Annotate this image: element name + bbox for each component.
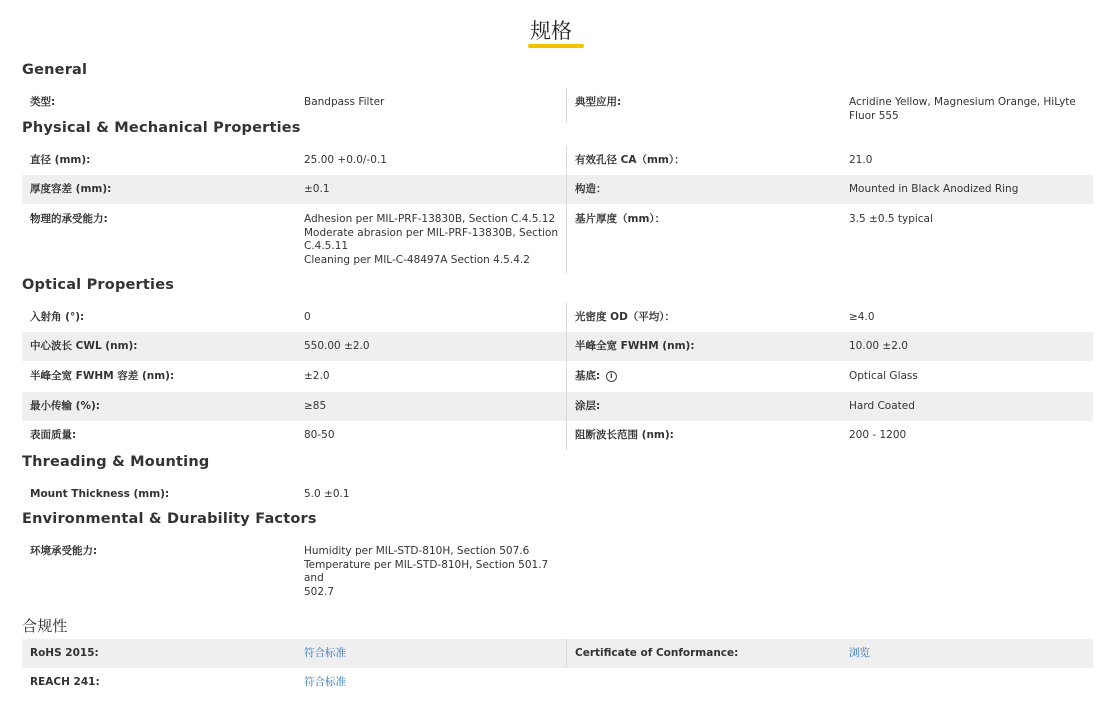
spec-value: 21.0 [849,154,873,166]
spec-label: 光密度 OD（平均）： [567,303,842,332]
spec-label: 基底: [575,370,601,382]
section-heading-compliance: 合规性 [22,617,68,635]
spec-value-line: Adhesion per MIL-PRF-13830B, Section C.4.5.12 [304,213,556,225]
spec-label: 构造： [567,175,842,204]
spec-value-line: Moderate abrasion per MIL-PRF-13830B, Section [304,226,559,239]
spec-value: Optical Glass [849,370,918,382]
spec-value: 80-50 [304,429,335,441]
empty-cell [567,668,842,697]
spec-value: ≥4.0 [849,311,875,323]
page-title-wrap [0,18,1102,44]
table-row [22,639,1093,668]
spec-value: ≥85 [296,392,567,421]
table-row [22,668,1093,697]
spec-label: 有效孔径 CA（mm）： [567,146,842,175]
table-row [22,537,1093,599]
spec-label-with-info [567,361,842,392]
spec-label: 半峰全宽 FWHM (nm): [567,332,842,361]
spec-label: REACH 241: [30,676,100,688]
spec-value: 200 - 1200 [849,429,907,441]
threading-table [22,480,1093,509]
table-row [22,392,1093,421]
spec-label: 阻断波长范围 (nm): [567,421,842,450]
section-heading-environmental: Environmental & Durability Factors [22,511,317,527]
rohs-link[interactable] [296,639,567,668]
spec-value: Mounted in Black Anodized Ring [841,175,1093,204]
spec-value: 25.00 +0.0/-0.1 [304,154,387,166]
spec-value: 550.00 ±2.0 [296,332,567,361]
spec-value: Bandpass Filter [304,96,385,108]
section-heading-physical: Physical & Mechanical Properties [22,120,301,136]
empty-cell [840,480,1093,509]
spec-value: 3.5 ±0.5 typical [849,213,933,225]
spec-value-line: Cleaning per MIL-C-48497A Section 4.5.4.2 [304,253,530,266]
physical-table [22,146,1093,273]
table-row [22,480,1093,509]
table-row [22,204,1093,273]
spec-value-line: Humidity per MIL-STD-810H, Section 507.6 [304,545,530,557]
spec-label: 表面质量: [30,429,77,441]
spec-value-multiline [296,537,566,599]
empty-cell [566,537,840,599]
spec-label: RoHS 2015: [22,639,296,668]
spec-label: 涂层: [567,392,842,421]
spec-value-multiline [296,204,567,273]
spec-value-line: 502.7 [304,585,335,598]
empty-cell [566,480,840,509]
certificate-link[interactable] [841,639,1093,668]
table-row [22,303,1093,332]
spec-label: 物理的承受能力: [30,213,108,225]
reach-link[interactable] [296,668,567,697]
spec-label: 典型应用: [567,88,842,123]
spec-label: 半峰全宽 FWHM 容差 (nm): [30,370,175,382]
spec-value: Hard Coated [841,392,1093,421]
table-row [22,88,1093,123]
compliance-table [22,639,1093,697]
table-row [22,332,1093,361]
section-heading-general: General [22,62,88,78]
spec-label: 类型: [30,96,56,108]
empty-cell [840,537,1093,599]
section-heading-optical: Optical Properties [22,277,175,293]
spec-label: 基片厚度（mm）： [567,204,842,273]
title-underline [528,44,584,48]
spec-label: Mount Thickness (mm): [30,488,170,500]
empty-cell [841,668,1093,697]
spec-value: ±0.1 [296,175,567,204]
section-heading-threading: Threading & Mounting [22,454,210,470]
spec-value-line: Temperature per MIL-STD-810H, Section 501.7 and [304,558,549,584]
general-table [22,88,1093,123]
spec-value: 10.00 ±2.0 [841,332,1093,361]
table-row [22,361,1093,392]
spec-value-line: C.4.5.11 [304,240,349,252]
spec-label: 直径 (mm): [30,154,91,166]
spec-label: 环境承受能力: [30,545,98,557]
spec-value: ±2.0 [304,370,330,382]
rohs-compliance-link[interactable]: 符合标准 [304,647,346,659]
table-row [22,175,1093,204]
spec-value: Acridine Yellow, Magnesium Orange, HiLyte Fluor 555 [849,96,1076,122]
spec-label: 入射角 (°): [30,311,85,323]
page-title: 规格 [530,19,572,43]
spec-label: Certificate of Conformance: [567,639,842,668]
spec-label: 中心波长 CWL (nm): [22,332,296,361]
spec-value: 5.0 ±0.1 [304,488,350,500]
spec-label: 最小传输 (%): [22,392,296,421]
spec-label: 厚度容差 (mm): [22,175,296,204]
info-icon[interactable]: i [606,371,617,382]
table-row [22,421,1093,450]
certificate-view-link[interactable]: 浏览 [849,647,870,659]
optical-table [22,303,1093,450]
reach-compliance-link[interactable]: 符合标准 [304,676,346,688]
spec-value: 0 [304,311,311,323]
table-row [22,146,1093,175]
environmental-table [22,537,1093,599]
